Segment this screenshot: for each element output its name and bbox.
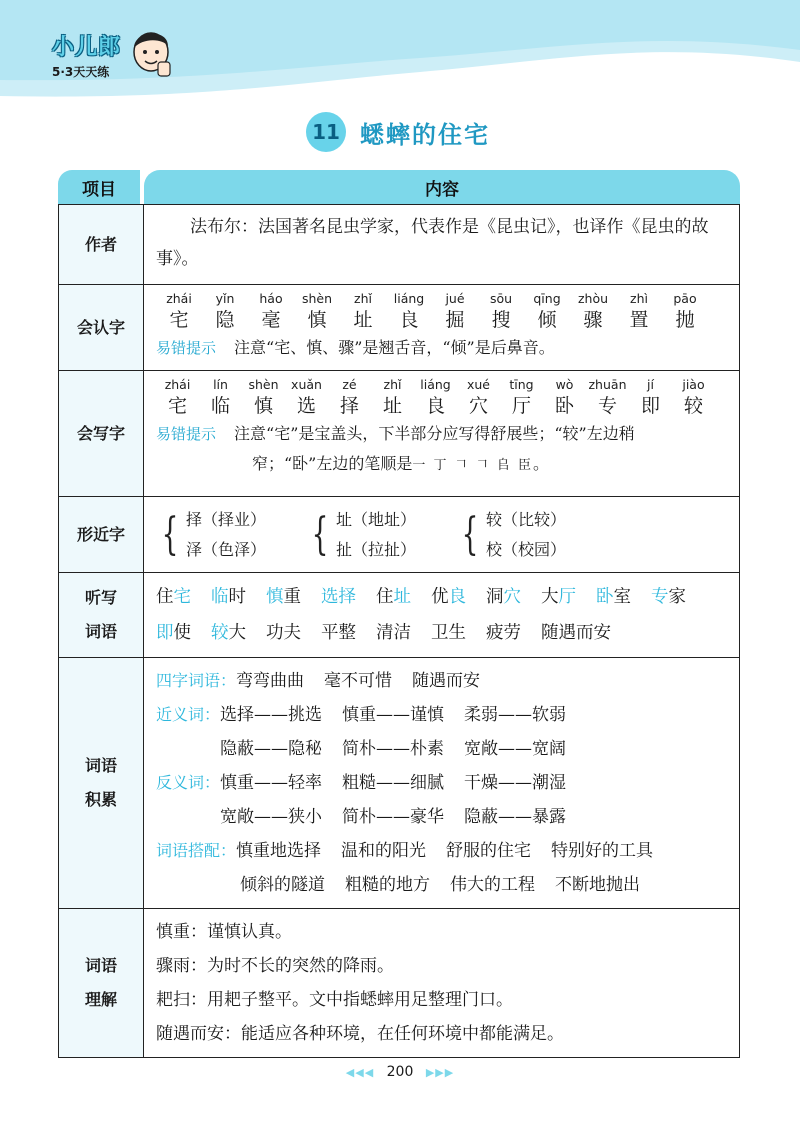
char-with-pinyin bbox=[371, 377, 414, 419]
dictation-word: 清洁 bbox=[376, 623, 411, 643]
dictation-word: 专家 bbox=[651, 587, 686, 607]
pinyin: xuǎn bbox=[291, 377, 322, 392]
char-with-pinyin bbox=[500, 377, 543, 419]
tip-text: 注意“宅”是宝盖头，下半部分应写得舒展些；“较”左边稍 bbox=[234, 424, 635, 443]
brand-subtitle: 5·3天天练 bbox=[52, 65, 110, 79]
hanzi: 隐 bbox=[215, 309, 235, 331]
four-char-words: 四字词语：弯弯曲曲 毫不可惜 随遇而安 bbox=[156, 671, 481, 691]
page-footer bbox=[0, 1064, 800, 1080]
table-header bbox=[58, 170, 740, 204]
pinyin: sōu bbox=[489, 291, 513, 306]
write-tip bbox=[156, 419, 729, 449]
char-with-pinyin bbox=[586, 377, 629, 419]
word-group: 随遇而安 bbox=[412, 671, 481, 691]
similar-pair: { 较（比较） 校（校园） bbox=[461, 509, 567, 560]
page-number: 200 bbox=[386, 1064, 414, 1080]
lesson-title bbox=[306, 112, 490, 152]
brand-logo bbox=[52, 30, 121, 80]
dictation-row bbox=[156, 579, 729, 615]
word-group: 慎重——谨慎 bbox=[342, 705, 445, 725]
read-chars-list bbox=[156, 291, 729, 333]
pinyin: zhuān bbox=[588, 377, 627, 392]
char-with-pinyin bbox=[202, 291, 248, 333]
hanzi: 卧 bbox=[554, 395, 574, 417]
table-row-dictation bbox=[59, 573, 740, 658]
char-with-pinyin bbox=[340, 291, 386, 333]
dictation-word: 洞穴 bbox=[486, 587, 521, 607]
pinyin: yǐn bbox=[215, 291, 235, 306]
word-group: 慎重——轻率 bbox=[220, 773, 323, 793]
dictation-word: 卫生 bbox=[431, 623, 466, 643]
arrow-left-icon: ◀◀◀ bbox=[345, 1066, 375, 1079]
char-with-pinyin bbox=[242, 377, 285, 419]
table-header-content: 内容 bbox=[144, 170, 740, 204]
char-with-pinyin bbox=[662, 291, 708, 333]
hanzi: 慎 bbox=[307, 309, 327, 331]
word-group: 毫不可惜 bbox=[324, 671, 393, 691]
tip-text: 注意“宅、慎、骤”是翘舌音，“倾”是后鼻音。 bbox=[234, 338, 555, 357]
dictation-word: 平整 bbox=[321, 623, 356, 643]
similar-pair: { 址（地址） 扯（拉扯） bbox=[311, 509, 417, 560]
row-label: 会写字 bbox=[59, 371, 144, 497]
brand-title: 小儿郎 bbox=[52, 35, 122, 60]
dictation-word: 选择 bbox=[321, 587, 356, 607]
char-with-pinyin bbox=[248, 291, 294, 333]
char-with-pinyin bbox=[616, 291, 662, 333]
dictation-word: 住宅 bbox=[156, 587, 191, 607]
dictation-word: 住址 bbox=[376, 587, 411, 607]
pinyin: shèn bbox=[248, 377, 279, 392]
pinyin: zhì bbox=[630, 291, 648, 306]
char-with-pinyin bbox=[524, 291, 570, 333]
definition-item: 随遇而安：能适应各种环境，在任何环境中都能满足。 bbox=[156, 1024, 564, 1044]
row-label: 听写 词语 bbox=[59, 573, 144, 658]
pinyin: jiào bbox=[682, 377, 705, 392]
word-group: 倾斜的隧道 bbox=[240, 875, 325, 895]
table-row-similar-chars bbox=[59, 497, 740, 573]
hanzi: 慎 bbox=[253, 395, 273, 417]
dictation-row bbox=[156, 615, 729, 651]
row-label: 词语 理解 bbox=[59, 909, 144, 1058]
char-with-pinyin bbox=[629, 377, 672, 419]
word-group: 特别好的工具 bbox=[551, 841, 654, 861]
pinyin: qīng bbox=[533, 291, 561, 306]
hanzi: 良 bbox=[425, 395, 445, 417]
hanzi: 穴 bbox=[468, 395, 488, 417]
word-group: 隐蔽——暴露 bbox=[464, 807, 566, 827]
char-with-pinyin bbox=[432, 291, 478, 333]
stroke-order: 一 丁 𠃍 𠃍 𠂤 臣 bbox=[412, 458, 534, 473]
hanzi: 搜 bbox=[491, 309, 511, 331]
read-tip bbox=[156, 333, 729, 363]
hanzi: 置 bbox=[629, 309, 649, 331]
word-group: 伟大的工程 bbox=[450, 875, 535, 895]
word-group: 宽敞——狭小 bbox=[220, 807, 322, 827]
word-group: 隐蔽——隐秘 bbox=[220, 739, 322, 759]
dictation-word: 临时 bbox=[211, 587, 246, 607]
hanzi: 临 bbox=[210, 395, 230, 417]
mascot-boy-icon bbox=[128, 26, 174, 80]
pinyin: zé bbox=[342, 377, 357, 392]
word-group: 干燥——潮湿 bbox=[464, 773, 567, 793]
author-text: 法布尔：法国著名昆虫学家，代表作是《昆虫记》，也译作《昆虫的故事》。 bbox=[156, 217, 709, 269]
char-with-pinyin bbox=[199, 377, 242, 419]
definition-item: 骤雨：为时不长的突然的降雨。 bbox=[156, 956, 394, 976]
hanzi: 宅 bbox=[169, 309, 189, 331]
word-group: 简朴——豪华 bbox=[342, 807, 444, 827]
hanzi: 较 bbox=[683, 395, 703, 417]
word-group: 慎重地选择 bbox=[236, 841, 322, 861]
tip-label: 易错提示 bbox=[156, 339, 217, 357]
collocations: 词语搭配：慎重地选择 温和的阳光 舒服的住宅 特别好的工具 bbox=[156, 841, 654, 861]
pinyin: jí bbox=[647, 377, 654, 392]
word-group: 温和的阳光 bbox=[341, 841, 427, 861]
char-with-pinyin bbox=[478, 291, 524, 333]
char-with-pinyin bbox=[328, 377, 371, 419]
hanzi: 掘 bbox=[445, 309, 465, 331]
row-label: 形近字 bbox=[59, 497, 144, 573]
hanzi: 抛 bbox=[675, 309, 695, 331]
lesson-number-badge: 11 bbox=[306, 112, 346, 152]
hanzi: 厅 bbox=[511, 395, 531, 417]
dictation-word: 优良 bbox=[431, 587, 466, 607]
hanzi: 选 bbox=[296, 395, 316, 417]
char-with-pinyin bbox=[672, 377, 715, 419]
dictation-word: 随遇而安 bbox=[541, 623, 611, 643]
word-group: 柔弱——软弱 bbox=[464, 705, 567, 725]
write-chars-list bbox=[156, 377, 729, 419]
pinyin: zhái bbox=[164, 377, 191, 392]
row-label: 作者 bbox=[59, 205, 144, 285]
pinyin: wò bbox=[555, 377, 574, 392]
pinyin: zhòu bbox=[577, 291, 609, 306]
pinyin: tīng bbox=[509, 377, 534, 392]
write-tip-cont: 窄；“卧”左边的笔顺是一 丁 𠃍 𠃍 𠂤 臣。 bbox=[252, 454, 550, 473]
synonyms: 近义词：选择——挑选 慎重——谨慎 柔弱——软弱 bbox=[156, 705, 567, 725]
dictation-word: 大厅 bbox=[541, 587, 576, 607]
arrow-right-icon: ▶▶▶ bbox=[425, 1066, 455, 1079]
lesson-name: 蟋蟀的住宅 bbox=[360, 120, 490, 149]
hanzi: 良 bbox=[399, 309, 419, 331]
word-group: 粗糙——细腻 bbox=[342, 773, 445, 793]
word-group: 舒服的住宅 bbox=[446, 841, 532, 861]
char-with-pinyin bbox=[156, 291, 202, 333]
definition-item: 慎重：谨慎认真。 bbox=[156, 922, 292, 942]
word-group: 粗糙的地方 bbox=[345, 875, 430, 895]
similar-pairs bbox=[156, 503, 729, 565]
dictation-word: 功夫 bbox=[266, 623, 301, 643]
word-group: 宽敞——宽阔 bbox=[464, 739, 566, 759]
hanzi: 址 bbox=[353, 309, 373, 331]
hanzi: 宅 bbox=[167, 395, 187, 417]
pinyin: zhǐ bbox=[354, 291, 372, 306]
dictation-word: 卧室 bbox=[596, 587, 631, 607]
dictation-word: 较大 bbox=[211, 623, 246, 643]
pinyin: háo bbox=[259, 291, 283, 306]
antonyms-cont bbox=[156, 800, 729, 834]
dictation-word: 疲劳 bbox=[486, 623, 521, 643]
pinyin: zhǐ bbox=[383, 377, 402, 392]
synonyms-cont bbox=[156, 732, 729, 766]
hanzi: 专 bbox=[597, 395, 617, 417]
table-header-item: 项目 bbox=[58, 170, 140, 204]
hanzi: 址 bbox=[382, 395, 402, 417]
char-with-pinyin bbox=[294, 291, 340, 333]
char-with-pinyin bbox=[386, 291, 432, 333]
char-with-pinyin bbox=[457, 377, 500, 419]
dictation-word: 即使 bbox=[156, 623, 191, 643]
antonyms: 反义词：慎重——轻率 粗糙——细腻 干燥——潮湿 bbox=[156, 773, 567, 793]
tip-text-2: 窄；“卧”左边的笔顺是 bbox=[252, 454, 413, 473]
similar-pair: { 择（择业） 泽（色泽） bbox=[161, 509, 267, 560]
table-row-understand bbox=[59, 909, 740, 1058]
hanzi: 倾 bbox=[537, 309, 557, 331]
hanzi: 即 bbox=[640, 395, 660, 417]
char-with-pinyin bbox=[543, 377, 586, 419]
dictation-word: 慎重 bbox=[266, 587, 301, 607]
pinyin: pāo bbox=[673, 291, 697, 306]
pinyin: liáng bbox=[420, 377, 451, 392]
table-row-read-chars bbox=[59, 285, 740, 371]
study-table bbox=[58, 204, 740, 1058]
row-label: 词语 积累 bbox=[59, 658, 144, 909]
char-with-pinyin bbox=[414, 377, 457, 419]
pinyin: liáng bbox=[393, 291, 425, 306]
word-group: 不断地抛出 bbox=[555, 875, 640, 895]
word-group: 弯弯曲曲 bbox=[236, 671, 305, 691]
word-group: 简朴——朴素 bbox=[342, 739, 444, 759]
table-row-accumulate bbox=[59, 658, 740, 909]
char-with-pinyin bbox=[570, 291, 616, 333]
hanzi: 毫 bbox=[261, 309, 281, 331]
collocations-cont bbox=[156, 868, 729, 902]
pinyin: xué bbox=[466, 377, 490, 392]
pinyin: zhái bbox=[166, 291, 192, 306]
table-row-write-chars bbox=[59, 371, 740, 497]
definition-item: 耙扫：用耙子整平。文中指蟋蟀用足整理门口。 bbox=[156, 990, 513, 1010]
pinyin: jué bbox=[445, 291, 465, 306]
table-row-author bbox=[59, 205, 740, 285]
hanzi: 择 bbox=[339, 395, 359, 417]
char-with-pinyin bbox=[156, 377, 199, 419]
tip-label: 易错提示 bbox=[156, 425, 217, 443]
pinyin: lín bbox=[213, 377, 228, 392]
hanzi: 骤 bbox=[583, 309, 603, 331]
word-group: 选择——挑选 bbox=[220, 705, 323, 725]
pinyin: shèn bbox=[301, 291, 333, 306]
row-label: 会认字 bbox=[59, 285, 144, 371]
char-with-pinyin bbox=[285, 377, 328, 419]
